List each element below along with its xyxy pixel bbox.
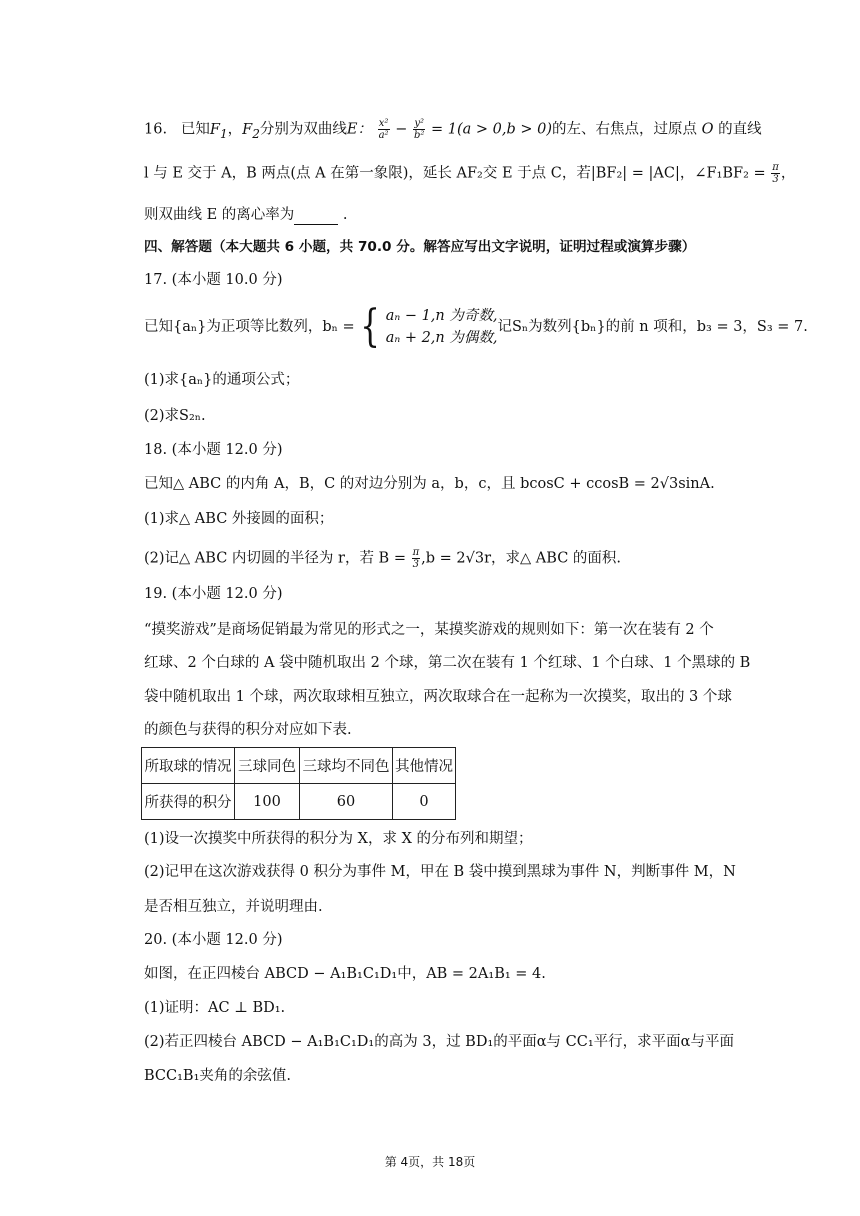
table-cell: 三球同色 bbox=[235, 748, 300, 784]
q18-part-2: (2)记△ ABC 内切圆的半径为 r，若 B = $\frac{\pi}{3}$ ,b = 2√3r，求△ ABC 的面积. bbox=[144, 547, 622, 570]
q19-text-1: “摸奖游戏”是商场促销最为常见的形式之一，某摸奖游戏的规则如下：第一次在装有 2 个 bbox=[144, 622, 714, 638]
fraction-pi-3: $\frac{\pi}{3}$ bbox=[412, 547, 420, 570]
q19-text-3: 袋中随机取出 1 个球，两次取球相互独立，两次取球合在一起称为一次摸奖，取出的 3 个球 bbox=[144, 689, 732, 705]
q20-stem: 如图，在正四棱台 ABCD − A₁B₁C₁D₁中，AB = 2A₁B₁ = 4. bbox=[144, 966, 546, 982]
score-table bbox=[141, 747, 456, 820]
q19-text-4: 的颜色与获得的积分对应如下表. bbox=[144, 722, 352, 738]
q17-stem: 已知{aₙ}为正项等比数列，bₙ = { aₙ − 1,n 为奇数, aₙ + 2,n 为偶数, 记Sₙ为数列{bₙ}的前 n 项和，b₃ = 3，S₃ = 7. bbox=[144, 301, 808, 352]
q17-part-2: (2)求S₂ₙ. bbox=[144, 408, 206, 424]
table-cell: 0 bbox=[393, 784, 456, 820]
q18-header: 18. (本小题 12.0 分) bbox=[144, 442, 283, 458]
fraction-y2-b2: $\frac{\text{y²}}{\text{b²}}$ bbox=[413, 118, 425, 141]
table-cell: 所获得的积分 bbox=[142, 784, 235, 820]
q17-part-1: (1)求{aₙ}的通项公式； bbox=[144, 372, 300, 388]
piecewise-cases: aₙ − 1,n 为奇数, aₙ + 2,n 为偶数, bbox=[385, 308, 498, 346]
q19-part-1: (1)设一次摸奖中所获得的积分为 X，求 X 的分布列和期望； bbox=[144, 831, 533, 847]
q19-text-2: 红球、2 个白球的 A 袋中随机取出 2 个球，第二次在装有 1 个红球、1 个白球、1 个黑球的 B bbox=[144, 655, 751, 671]
q18-stem: 已知△ ABC 的内角 A，B，C 的对边分别为 a，b，c，且 bcosC + ccosB = 2√3sinA. bbox=[144, 476, 715, 492]
q20-part-1: (1)证明：AC ⊥ BD₁. bbox=[144, 1000, 286, 1016]
q16-line-3: 则双曲线 E 的离心率为 . bbox=[144, 207, 348, 223]
table-cell: 所取球的情况 bbox=[142, 748, 235, 784]
q20-header: 20. (本小题 12.0 分) bbox=[144, 932, 283, 948]
fraction-pi-3: $\frac{\pi}{3}$ bbox=[772, 162, 779, 185]
q16-line-2: l 与 E 交于 A，B 两点(点 A 在第一象限)，延长 AF₂交 E 于点 C，若|BF₂| = |AC|，∠F₁BF₂ = $\frac{\pi}{3}$ ， bbox=[144, 162, 796, 185]
left-brace: { bbox=[359, 301, 380, 352]
q18-part-1: (1)求△ ABC 外接圆的面积； bbox=[144, 511, 334, 527]
table-cell: 60 bbox=[300, 784, 393, 820]
q19-part-2-line-1: (2)记甲在这次游戏获得 0 积分为事件 M，甲在 B 袋中摸到黑球为事件 N，判断事件 M，N bbox=[144, 864, 736, 880]
q19-part-2-line-2: 是否相互独立，并说明理由. bbox=[144, 899, 323, 915]
q16-line-1: 16. 已知$F_1$，$F_2$分别为双曲线E： $\frac{\text{x²}}{\text{a²}}$ − $\frac{\text{y²}}{\text{b²}}$ = 1(a > 0,b > 0)的左、右焦点，过原点 O 的直线 bbox=[144, 118, 762, 141]
q19-header: 19. (本小题 12.0 分) bbox=[144, 586, 283, 602]
table-cell: 100 bbox=[235, 784, 300, 820]
q16-number: 16. bbox=[144, 121, 168, 138]
table-cell: 其他情况 bbox=[393, 748, 456, 784]
section-heading: 四、解答题（本大题共 6 小题，共 70.0 分。解答应写出文字说明，证明过程或演算步骤） bbox=[144, 239, 696, 255]
page-footer: 第 4页，共 18页 bbox=[384, 1155, 476, 1169]
answer-blank bbox=[294, 210, 338, 225]
q17-header: 17. (本小题 10.0 分) bbox=[144, 272, 283, 288]
q20-part-2-line-2: BCC₁B₁夹角的余弦值. bbox=[144, 1068, 292, 1084]
table-row bbox=[142, 748, 456, 784]
table-row bbox=[142, 784, 456, 820]
fraction-x2-a2: $\frac{\text{x²}}{\text{a²}}$ bbox=[378, 118, 389, 141]
q20-part-2-line-1: (2)若正四棱台 ABCD − A₁B₁C₁D₁的高为 3，过 BD₁的平面α与 CC₁平行，求平面α与平面 bbox=[144, 1034, 734, 1050]
table-cell: 三球均不同色 bbox=[300, 748, 393, 784]
